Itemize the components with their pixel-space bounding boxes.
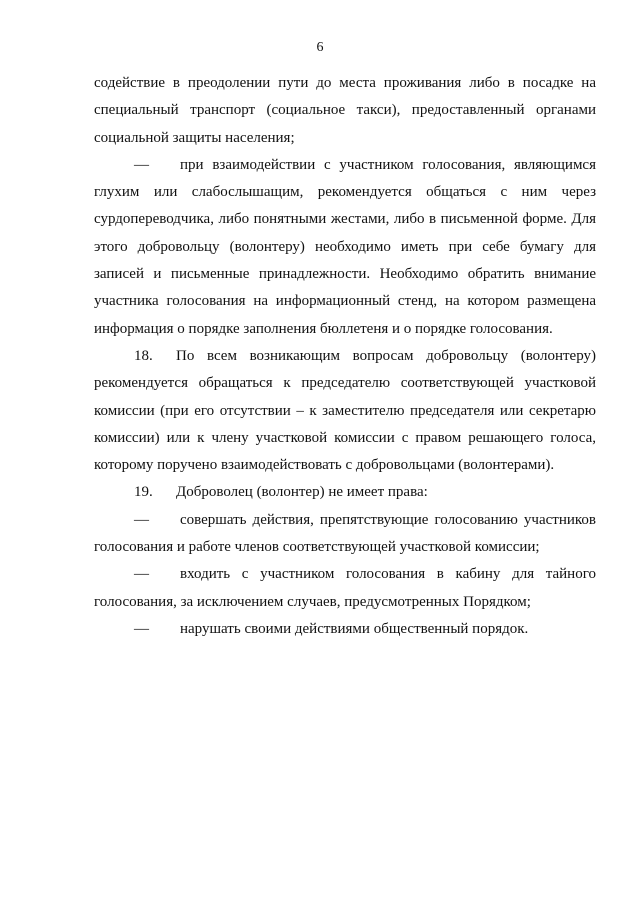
document-body <box>94 70 596 643</box>
list-item-text: нарушать своими действиями общественный порядок. <box>180 620 529 637</box>
list-item-dash <box>94 616 596 643</box>
paragraph-text: содействие в преодолении пути до места проживания либо в посадке на специальный транспорт (социальное такси), предоставленный органами социальной защиты населения; <box>94 75 596 146</box>
item-number: 19. <box>134 484 153 501</box>
numbered-item-text: По всем возникающим вопросам добровольцу (волонтеру) рекомендуется обращаться к председателю соответствующей участковой комиссии (при его отсутствии – к заместителю председателя или секретарю комиссии) или к члену участковой комиссии с правом решающего голоса, которому поручено взаимодействовать с добровольцами (волонтерами). <box>94 347 596 474</box>
list-item-text: совершать действия, препятствующие голосованию участников голосования и работе членов соответствующей участковой комиссии; <box>94 511 596 556</box>
numbered-item-19 <box>94 479 596 506</box>
list-item-text: при взаимодействии с участником голосования, являющимся глухим или слабослышащим, рекомендуется общаться с ним через сурдопереводчика, либо понятными жестами, либо в письменной форме. Для этого добровольцу (волонтеру) необходимо иметь при себе бумагу для записей и письменные принадлежности. Необходимо обратить внимание участника голосования на информационный стенд, на котором размещена информация о порядке заполнения бюллетеня и о порядке голосования. <box>94 156 596 337</box>
item-number: 18. <box>134 347 153 364</box>
dash-marker: — <box>134 620 149 637</box>
numbered-item-text: Доброволец (волонтер) не имеет права: <box>176 484 428 501</box>
page-number: 6 <box>316 40 324 55</box>
list-item-text: входить с участником голосования в кабину для тайного голосования, за исключением случаев, предусмотренных Порядком; <box>94 566 596 610</box>
numbered-item-18 <box>94 343 596 479</box>
list-item-dash <box>94 152 596 343</box>
dash-marker: — <box>134 566 149 583</box>
paragraph-continuation <box>94 70 596 152</box>
list-item-dash <box>94 561 596 616</box>
dash-marker: — <box>134 511 149 528</box>
list-item-dash <box>94 507 596 562</box>
dash-marker: — <box>134 156 149 173</box>
